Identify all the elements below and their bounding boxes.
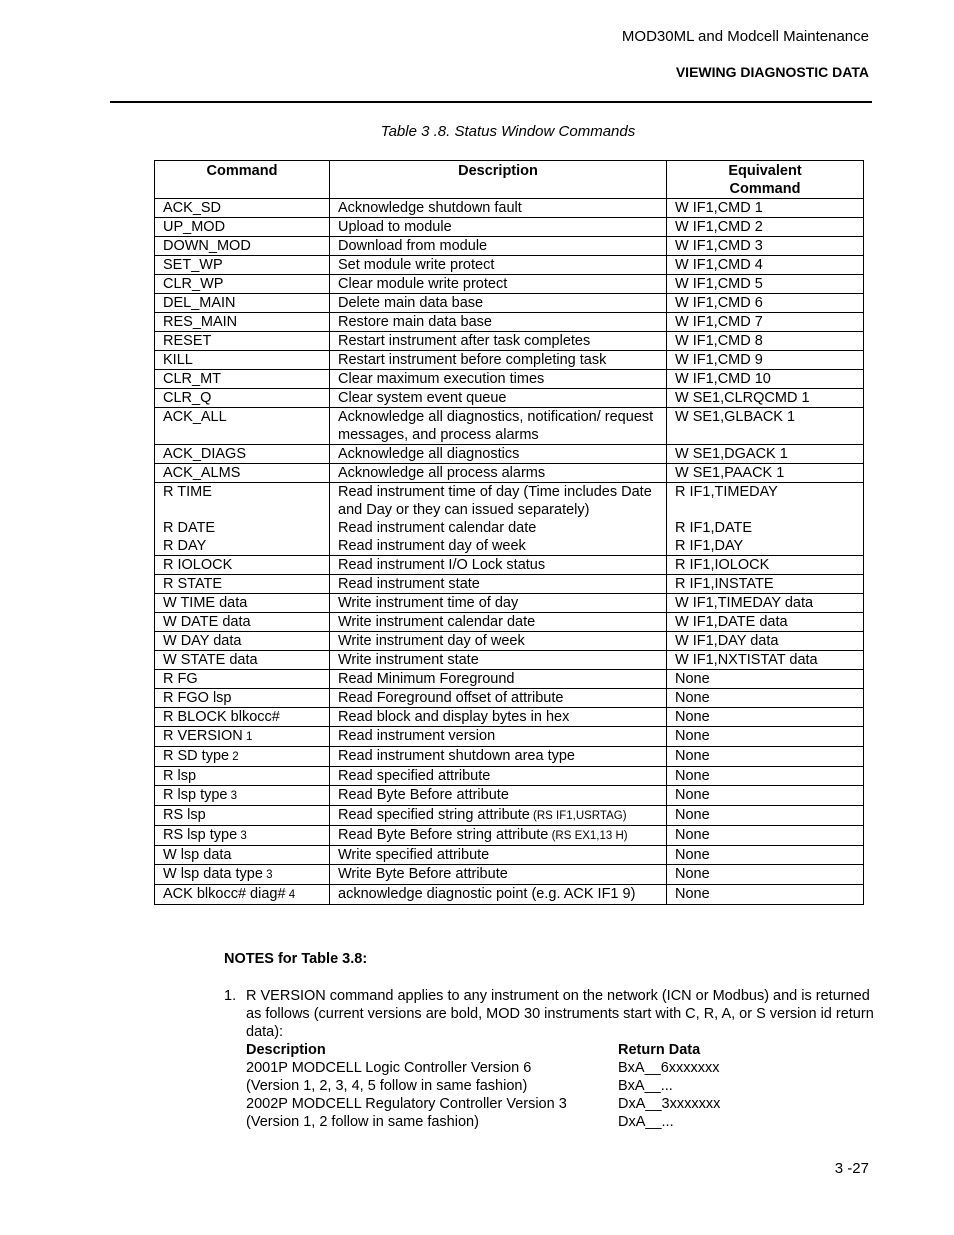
table-row <box>155 846 864 865</box>
cell-command: R BLOCK blkocc# <box>155 708 330 727</box>
cell-equivalent: W SE1,GLBACK 1 <box>667 408 864 445</box>
cell-equivalent: W SE1,DGACK 1 <box>667 445 864 464</box>
cell-equivalent: W SE1,CLRQCMD 1 <box>667 389 864 408</box>
cell-description: Write instrument state <box>330 651 667 670</box>
cell-equivalent: W IF1,CMD 6 <box>667 294 864 313</box>
cell-description: Acknowledge all diagnostics, notification/ request messages, and process alarms <box>330 408 667 445</box>
cell-command: SET_WP <box>155 256 330 275</box>
cell-equivalent: None <box>667 826 864 846</box>
version-description: 2002P MODCELL Regulatory Controller Version 3 <box>246 1096 567 1112</box>
cell-command: W DATE data <box>155 613 330 632</box>
version-col-return: Return Data <box>618 1042 701 1058</box>
description-note: (RS IF1,USRTAG) <box>529 810 627 822</box>
header-section: VIEWING DIAGNOSTIC DATA <box>675 64 869 80</box>
table-row <box>155 613 864 632</box>
cell-description: Write instrument time of day <box>330 594 667 613</box>
table-caption: Table 3 .8. Status Window Commands <box>380 123 636 140</box>
table-row <box>155 408 864 445</box>
version-list <box>246 1041 884 1131</box>
cell-command: ACK_DIAGS <box>155 445 330 464</box>
cell-command: CLR_Q <box>155 389 330 408</box>
version-row <box>246 1059 884 1077</box>
cell-description: Read instrument version <box>330 727 667 747</box>
cell-description: Read instrument shutdown area type <box>330 747 667 767</box>
cell-description: Read specified attribute <box>330 767 667 786</box>
table-row <box>155 727 864 747</box>
cell-equivalent: W IF1,CMD 9 <box>667 351 864 370</box>
cell-description: Acknowledge all diagnostics <box>330 445 667 464</box>
cell-equivalent: R IF1,INSTATE <box>667 575 864 594</box>
cell-equivalent: W IF1,CMD 10 <box>667 370 864 389</box>
cell-equivalent: W IF1,NXTISTAT data <box>667 651 864 670</box>
note-number: 1. <box>224 988 237 1004</box>
cell-command: DOWN_MOD <box>155 237 330 256</box>
cell-equivalent: None <box>667 806 864 826</box>
cell-command: W lsp data type 3 <box>155 865 330 885</box>
cell-command: UP_MOD <box>155 218 330 237</box>
cell-description: Read Byte Before attribute <box>330 786 667 806</box>
version-row <box>246 1077 884 1095</box>
table-row <box>155 670 864 689</box>
notes-title: NOTES for Table 3.8: <box>224 951 368 967</box>
table-body-part1 <box>155 199 864 483</box>
cell-command: R lsp type 3 <box>155 786 330 806</box>
cell-command: W TIME data <box>155 594 330 613</box>
version-col-description: Description <box>246 1042 326 1058</box>
cell-command: DEL_MAIN <box>155 294 330 313</box>
version-return-data: DxA__... <box>618 1114 674 1130</box>
table-row <box>155 786 864 806</box>
cell-description: Write Byte Before attribute <box>330 865 667 885</box>
column-header-description: Description <box>330 161 667 199</box>
cell-description: Restart instrument before completing task <box>330 351 667 370</box>
table-row <box>155 464 864 483</box>
cell-equivalent: None <box>667 786 864 806</box>
version-description: (Version 1, 2, 3, 4, 5 follow in same fashion) <box>246 1078 528 1094</box>
version-row <box>246 1113 884 1131</box>
cell-command: KILL <box>155 351 330 370</box>
cell-equivalent: None <box>667 708 864 727</box>
cell-command: ACK blkocc# diag# 4 <box>155 885 330 905</box>
table-row <box>155 651 864 670</box>
footnote-ref: 1 <box>242 731 253 743</box>
cell-command: RS lsp <box>155 806 330 826</box>
cell-command: R SD type 2 <box>155 747 330 767</box>
cell-command: CLR_WP <box>155 275 330 294</box>
cell-equivalent: None <box>667 727 864 747</box>
table-row <box>155 708 864 727</box>
cell-equivalent: W IF1,CMD 1 <box>667 199 864 218</box>
cell-command: R STATE <box>155 575 330 594</box>
cell-equivalent: W SE1,PAACK 1 <box>667 464 864 483</box>
footnote-ref: 4 <box>285 889 296 901</box>
cell-command: W lsp data <box>155 846 330 865</box>
note-1 <box>224 987 884 1131</box>
page-number: 3 -27 <box>834 1160 869 1177</box>
table-row <box>155 556 864 575</box>
version-rows <box>246 1059 884 1131</box>
cell-equivalent: None <box>667 747 864 767</box>
cell-equivalent: W IF1,CMD 8 <box>667 332 864 351</box>
description-note: (RS EX1,13 H) <box>548 830 628 842</box>
table-row <box>155 826 864 846</box>
cell-description: Write instrument calendar date <box>330 613 667 632</box>
table-row <box>155 389 864 408</box>
column-header-command: Command <box>155 161 330 199</box>
version-row <box>246 1095 884 1113</box>
cell-command: W STATE data <box>155 651 330 670</box>
version-description: (Version 1, 2 follow in same fashion) <box>246 1114 479 1130</box>
column-header-equivalent: Equivalent Command <box>667 161 864 199</box>
footnote-ref: 3 <box>227 790 238 802</box>
cell-description: Clear module write protect <box>330 275 667 294</box>
cell-description: Acknowledge all process alarms <box>330 464 667 483</box>
cell-description: Acknowledge shutdown fault <box>330 199 667 218</box>
cell-equivalent: R IF1,IOLOCK <box>667 556 864 575</box>
cell-command: R FGO lsp <box>155 689 330 708</box>
cell-command: ACK_ALL <box>155 408 330 445</box>
table-row <box>155 294 864 313</box>
version-list-header <box>246 1041 884 1059</box>
cell-equivalent: None <box>667 885 864 905</box>
table-row <box>155 806 864 826</box>
cell-equivalent: None <box>667 767 864 786</box>
cell-command: ACK_SD <box>155 199 330 218</box>
cell-equivalent: W IF1,CMD 2 <box>667 218 864 237</box>
cell-description: Read Minimum Foreground <box>330 670 667 689</box>
cell-equivalent: R IF1,TIMEDAY R IF1,DATE R IF1,DAY <box>667 483 864 556</box>
table-row <box>155 256 864 275</box>
cell-equivalent: None <box>667 865 864 885</box>
cell-equivalent: W IF1,CMD 5 <box>667 275 864 294</box>
cell-description: Read instrument time of day (Time includes Date and Day or they can issued separately) Read instrument calendar date Read instrument day of week <box>330 483 667 556</box>
status-window-commands-table <box>154 160 864 905</box>
cell-command: R lsp <box>155 767 330 786</box>
cell-description: Restart instrument after task completes <box>330 332 667 351</box>
cell-equivalent: None <box>667 670 864 689</box>
cell-command: RESET <box>155 332 330 351</box>
cell-description: Read instrument state <box>330 575 667 594</box>
cell-description: Clear system event queue <box>330 389 667 408</box>
note-text: R VERSION command applies to any instrument on the network (ICN or Modbus) and is returned as follows (current versions are bold, MOD 30 instruments start with C, R, A, or S version id return data): <box>246 988 874 1040</box>
cell-command: W DAY data <box>155 632 330 651</box>
cell-equivalent: None <box>667 846 864 865</box>
cell-description: acknowledge diagnostic point (e.g. ACK IF1 9) <box>330 885 667 905</box>
cell-equivalent: W IF1,CMD 4 <box>667 256 864 275</box>
cell-equivalent: W IF1,TIMEDAY data <box>667 594 864 613</box>
version-return-data: BxA__... <box>618 1078 673 1094</box>
cell-command: ACK_ALMS <box>155 464 330 483</box>
table-row <box>155 885 864 905</box>
table-body-part2 <box>155 556 864 905</box>
table-row <box>155 594 864 613</box>
cell-equivalent: W IF1,DATE data <box>667 613 864 632</box>
table-row <box>155 575 864 594</box>
cell-description: Write instrument day of week <box>330 632 667 651</box>
cell-description: Clear maximum execution times <box>330 370 667 389</box>
cell-description: Read Foreground offset of attribute <box>330 689 667 708</box>
cell-description: Set module write protect <box>330 256 667 275</box>
table-row <box>155 370 864 389</box>
cell-command: R IOLOCK <box>155 556 330 575</box>
version-return-data: DxA__3xxxxxxx <box>618 1096 721 1112</box>
cell-command: CLR_MT <box>155 370 330 389</box>
cell-command: RS lsp type 3 <box>155 826 330 846</box>
cell-description: Write specified attribute <box>330 846 667 865</box>
table-row <box>155 313 864 332</box>
table-row-time-block <box>155 483 864 556</box>
header-divider <box>110 101 872 103</box>
table-row <box>155 747 864 767</box>
cell-description: Read instrument I/O Lock status <box>330 556 667 575</box>
cell-equivalent: W IF1,CMD 3 <box>667 237 864 256</box>
cell-equivalent: W IF1,DAY data <box>667 632 864 651</box>
table-row <box>155 865 864 885</box>
footnote-ref: 2 <box>229 751 239 763</box>
cell-description: Restore main data base <box>330 313 667 332</box>
table-row <box>155 237 864 256</box>
table-row <box>155 351 864 370</box>
cell-equivalent: None <box>667 689 864 708</box>
cell-equivalent: W IF1,CMD 7 <box>667 313 864 332</box>
cell-description: Read Byte Before string attribute (RS EX1,13 H) <box>330 826 667 846</box>
table-row <box>155 689 864 708</box>
table-row <box>155 632 864 651</box>
table-row <box>155 199 864 218</box>
table-row <box>155 445 864 464</box>
cell-description: Upload to module <box>330 218 667 237</box>
cell-description: Read specified string attribute (RS IF1,USRTAG) <box>330 806 667 826</box>
version-description: 2001P MODCELL Logic Controller Version 6 <box>246 1060 532 1076</box>
footnote-ref: 3 <box>237 830 247 842</box>
table-row <box>155 767 864 786</box>
cell-command: R VERSION 1 <box>155 727 330 747</box>
cell-command: R TIME R DATE R DAY <box>155 483 330 556</box>
cell-description: Delete main data base <box>330 294 667 313</box>
table-row <box>155 218 864 237</box>
version-return-data: BxA__6xxxxxxx <box>618 1060 720 1076</box>
footnote-ref: 3 <box>262 869 273 881</box>
table-header-row <box>155 161 864 199</box>
header-title: MOD30ML and Modcell Maintenance <box>621 28 869 45</box>
cell-command: RES_MAIN <box>155 313 330 332</box>
cell-description: Download from module <box>330 237 667 256</box>
cell-command: R FG <box>155 670 330 689</box>
table-body-time <box>155 483 864 556</box>
table-row <box>155 275 864 294</box>
cell-description: Read block and display bytes in hex <box>330 708 667 727</box>
table-row <box>155 332 864 351</box>
